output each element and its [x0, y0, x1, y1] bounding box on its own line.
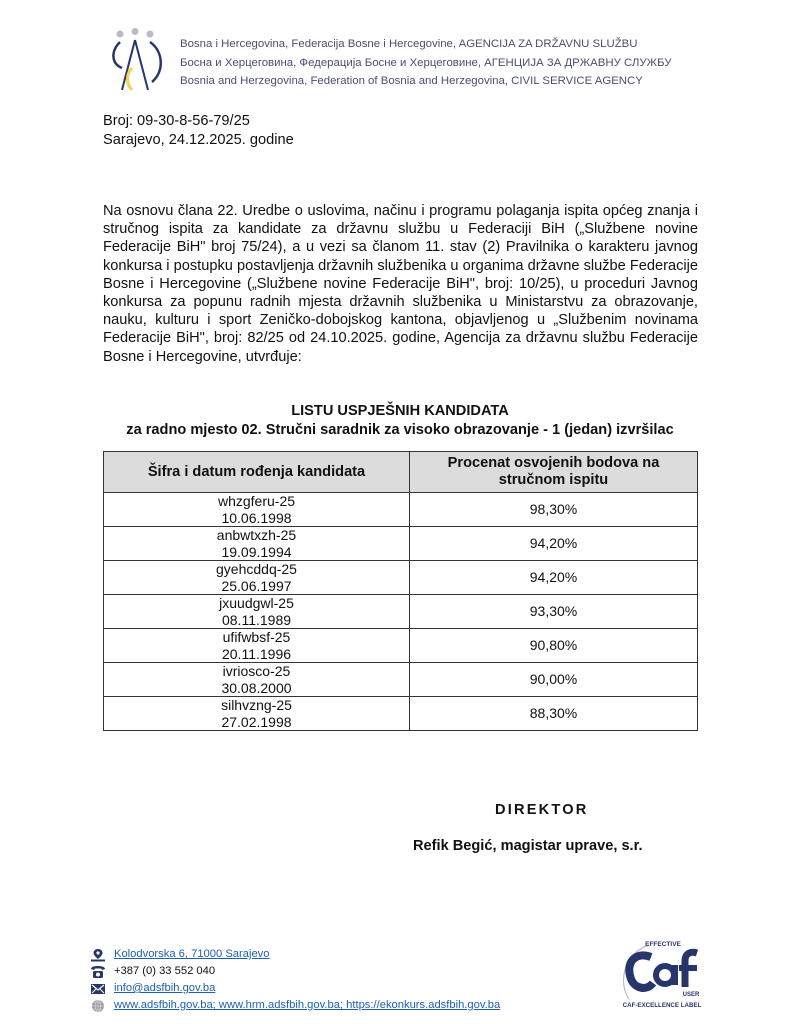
column-header-score	[410, 452, 698, 493]
caf-user-text: USER	[682, 992, 700, 998]
agency-line-en: Bosnia and Herzegovina, Federation of Bosnia and Herzegovina, CIVIL SERVICE AGENCY	[180, 75, 643, 87]
candidate-dob: 10.06.1998	[221, 509, 292, 526]
candidate-code: whzgferu-25	[217, 493, 296, 509]
candidate-code: ivriosco-25	[222, 663, 291, 679]
agency-line-sr: Босна и Херцеговина, Федерација Босне и Херцеговине, АГЕНЦИЈА ЗА ДРЖАВНУ СЛУЖБУ	[180, 56, 672, 69]
candidate-code: ufifwbsf-25	[222, 629, 291, 645]
table-row	[104, 663, 698, 697]
candidate-dob: 20.11.1996	[221, 645, 292, 662]
list-title-block	[100, 402, 700, 440]
score-cell: 94,20%	[410, 561, 698, 595]
candidate-code: gyehcddq-25	[216, 561, 297, 577]
column-header-candidate: Šifra i datum rođenja kandidata	[104, 452, 410, 493]
document-reference	[103, 112, 294, 149]
table-row	[104, 629, 698, 663]
candidate-dob: 08.11.1989	[221, 611, 292, 628]
footer-contacts	[90, 946, 500, 1014]
score-cell: 94,20%	[410, 527, 698, 561]
candidate-dob: 30.08.2000	[221, 679, 292, 696]
table-row	[104, 561, 698, 595]
caf-effective-text: EFFECTIVE	[645, 941, 681, 948]
list-subtitle: za radno mjesto 02. Stručni saradnik za visoko obrazovanje - 1 (jedan) izvršilac	[126, 422, 674, 438]
table-row	[104, 493, 698, 527]
score-cell: 98,30%	[410, 493, 698, 527]
table-row	[104, 697, 698, 731]
agency-name	[180, 35, 672, 91]
telephone-icon	[90, 965, 106, 979]
agency-line-bs: Bosna i Hercegovina, Federacija Bosne i Hercegovine, AGENCIJA ZA DRŽAVNU SLUŽBU	[180, 38, 638, 50]
score-cell: 90,00%	[410, 663, 698, 697]
table-header-row	[104, 452, 698, 493]
candidate-dob: 19.09.1994	[221, 543, 292, 560]
footer-web-row	[90, 997, 500, 1014]
candidate-dob: 27.02.1998	[221, 713, 292, 730]
score-cell: 93,30%	[410, 595, 698, 629]
phone-number: +387 (0) 33 552 040	[114, 965, 216, 977]
list-title: LISTU USPJEŠNIH KANDIDATA	[291, 403, 509, 419]
signatory-role: DIREKTOR	[495, 802, 589, 818]
legal-basis-paragraph: Na osnovu člana 22. Uredbe o uslovima, načinu i programu polaganja ispita općeg znanja i stručnog ispita za kandidate za državnu službu u Federaciji BiH („Službene novine Federacije BiH" broj 75/24), a u vezi sa članom 11. stav (2) Pravilnika o karakteru javnog konkursa i postupku postavljenja državnih službenika u organima državne službe Federacije Bosne i Hercegovine („Službene novine Federacije BiH", broj: 10/25), u proceduri Javnog konkursa za popunu radnih mjesta državnih službenika u Ministarstvu za obrazovanje, nauku, kulturu i sport Zeničko-dobojskog kantona, objavljenog u „Službenim novinama Federacije BiH", broj: 82/25 od 24.10.2025. godine, Agencija za državnu službu Federacije Bosne i Hercegovine, utvrđuje:	[103, 203, 698, 365]
place-date: Sarajevo, 24.12.2025. godine	[103, 131, 294, 148]
successful-candidates-table	[103, 451, 698, 731]
footer-email-row	[90, 980, 500, 997]
score-cell: 90,80%	[410, 629, 698, 663]
reference-number: Broj: 09-30-8-56-79/25	[103, 113, 250, 129]
column-header-score-text: Procenat osvojenih bodova na stručnom ispitu	[447, 455, 660, 488]
candidate-cell	[104, 493, 410, 527]
email-link[interactable]: info@adsfbih.gov.ba	[114, 982, 216, 994]
websites-link[interactable]: www.adsfbih.gov.ba; www.hrm.adsfbih.gov.ba; https://ekonkurs.adsfbih.gov.ba	[114, 999, 501, 1011]
caf-excellence-label-text: CAF-EXCELLENCE LABEL	[622, 1002, 702, 1009]
candidate-cell	[104, 663, 410, 697]
candidate-code: silhvzng-25	[221, 697, 292, 713]
globe-icon	[90, 999, 106, 1013]
caf-excellence-label-logo	[617, 937, 707, 1017]
score-cell: 88,30%	[410, 697, 698, 731]
candidate-cell	[104, 697, 410, 731]
candidate-code: anbwtxzh-25	[216, 527, 297, 543]
signatory-name: Refik Begić, magistar uprave, s.r.	[413, 838, 643, 854]
footer-address-row	[90, 946, 500, 963]
location-pin-icon	[90, 948, 106, 962]
footer-phone-row	[90, 963, 500, 980]
candidate-cell	[104, 595, 410, 629]
envelope-icon	[90, 982, 106, 996]
table-row	[104, 595, 698, 629]
candidate-code: jxuudgwl-25	[219, 595, 294, 611]
agency-logo-icon	[108, 28, 168, 94]
address-link[interactable]: Kolodvorska 6, 71000 Sarajevo	[114, 948, 270, 960]
table-row	[104, 527, 698, 561]
candidate-dob: 25.06.1997	[221, 577, 292, 594]
candidate-cell	[104, 629, 410, 663]
candidate-cell	[104, 561, 410, 595]
candidate-cell	[104, 527, 410, 561]
